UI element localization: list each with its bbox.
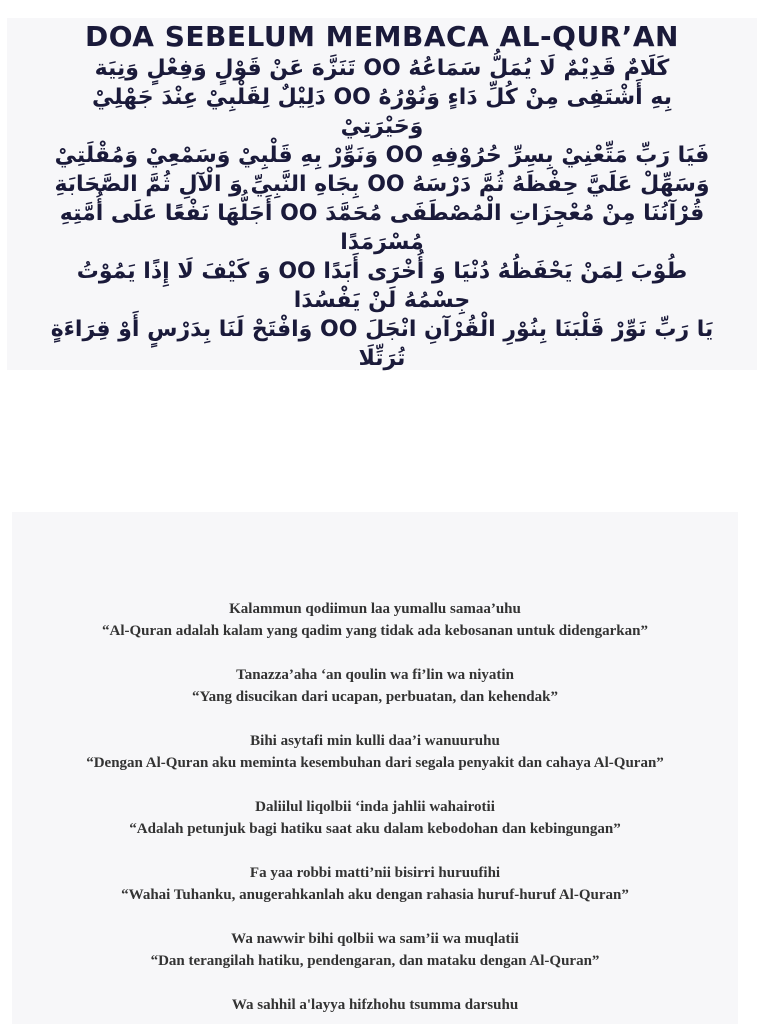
arabic-line: وَسَهِّلْ عَلَيَّ حِفْظَهُ ثُمَّ دَرْسَهُ OO بِجَاهِ النَّبِيِّ وَ الْآلِ ثُمَّ الصَّحَابَةِ <box>54 172 710 197</box>
translation-stanza <box>12 862 738 928</box>
arabic-line: فَيَا رَبِّ مَتِّعْنِيْ بِسِرِّ حُرُوْفِهِ OO وَنَوِّرْ بِهِ قَلْبِيْ وَسَمْعِيْ وَمُقْلَتِيْ <box>54 143 710 168</box>
page-title: DOA SEBELUM MEMBACA AL-QUR’AN <box>85 20 679 53</box>
meaning-line: “Dengan Al-Quran aku meminta kesembuhan dari segala penyakit dan cahaya Al-Quran” <box>86 755 664 771</box>
translation-stanza <box>12 730 738 796</box>
translation-stanza <box>12 796 738 862</box>
arabic-line: طُوْبَ لِمَنْ يَحْفَظُهُ دُنْيَا وَ أُخْرَى أَبَدًا OO وَ كَيْفَ لَا إِذًا يَمُوْتُ <box>76 259 688 284</box>
translation-stanza <box>12 664 738 730</box>
translation-stanza <box>12 994 738 1024</box>
arabic-line: يَا رَبِّ نَوِّرْ قَلْبَنَا بِنُوْرِ الْقُرْآنِ انْجَلَ OO وَافْتَحْ لَنَا بِدَرْسٍ أَوْ قِرَاءَةٍ <box>50 317 714 342</box>
arabic-line: مُسْرَمَدًا <box>340 230 424 255</box>
translation-stanza <box>12 598 738 664</box>
arabic-line: وَحَيْرَتِيْ <box>340 114 424 139</box>
arabic-line: تُرَتِّلَا <box>358 346 406 371</box>
transliteration-line: Wa nawwir bihi qolbii wa sam’ii wa muqlatii <box>231 931 519 947</box>
translation-panel <box>12 512 738 1024</box>
arabic-line: جِسْمُهُ لَنْ يَفْسُدَا <box>293 288 471 313</box>
transliteration-line: Kalammun qodiimun laa yumallu samaa’uhu <box>229 601 521 617</box>
transliteration-line: Fa yaa robbi matti’nii bisirri huruufihi <box>249 865 501 881</box>
arabic-prayer-panel <box>7 18 757 370</box>
arabic-prayer-text <box>7 54 757 373</box>
transliteration-line: Daliilul liqolbii ‘inda jahlii wahairotii <box>255 799 495 815</box>
meaning-line: “Dan terangilah hatiku, pendengaran, dan mataku dengan Al-Quran” <box>150 953 600 969</box>
meaning-line: “Adalah petunjuk bagi hatiku saat aku dalam kebodohan dan kebingungan” <box>129 821 621 837</box>
translation-list <box>12 598 738 1024</box>
transliteration-line: Tanazza’aha ‘an qoulin wa fi’lin wa niyatin <box>236 667 514 683</box>
transliteration-line: Wa sahhil a'layya hifzhohu tsumma darsuhu <box>231 997 519 1013</box>
transliteration-line: Bihi asytafi min kulli daa’i wanuuruhu <box>250 733 500 749</box>
arabic-line: بِهِ أَشْتَفِى مِنْ كُلِّ دَاءٍ وَنُوْرُهُ OO دَلِيْلٌ لِقَلْبِيْ عِنْدَ جَهْلِيْ <box>92 85 672 110</box>
meaning-line: “Yang disucikan dari ucapan, perbuatan, dan kehendak” <box>192 689 558 705</box>
meaning-line: “Al-Quran adalah kalam yang qadim yang tidak ada kebosanan untuk didengarkan” <box>101 623 648 639</box>
meaning-line: “Wahai Tuhanku, anugerahkanlah aku dengan rahasia huruf-huruf Al-Quran” <box>121 887 629 903</box>
translation-stanza <box>12 928 738 994</box>
arabic-line: قُرْآنُنَا مِنْ مُعْجِزَاتِ الْمُصْطَفَى مُحَمَّدَ OO أَجَلُّهَا نَفْعًا عَلَى أُمَّتِهِ <box>59 201 705 226</box>
arabic-line: كَلَامٌ قَدِيْمٌ لَا يُمَلُّ سَمَاعُهُ OO تَنَزَّهَ عَنْ قَوْلٍ وَفِعْلٍ وَنِيَة <box>94 56 670 81</box>
